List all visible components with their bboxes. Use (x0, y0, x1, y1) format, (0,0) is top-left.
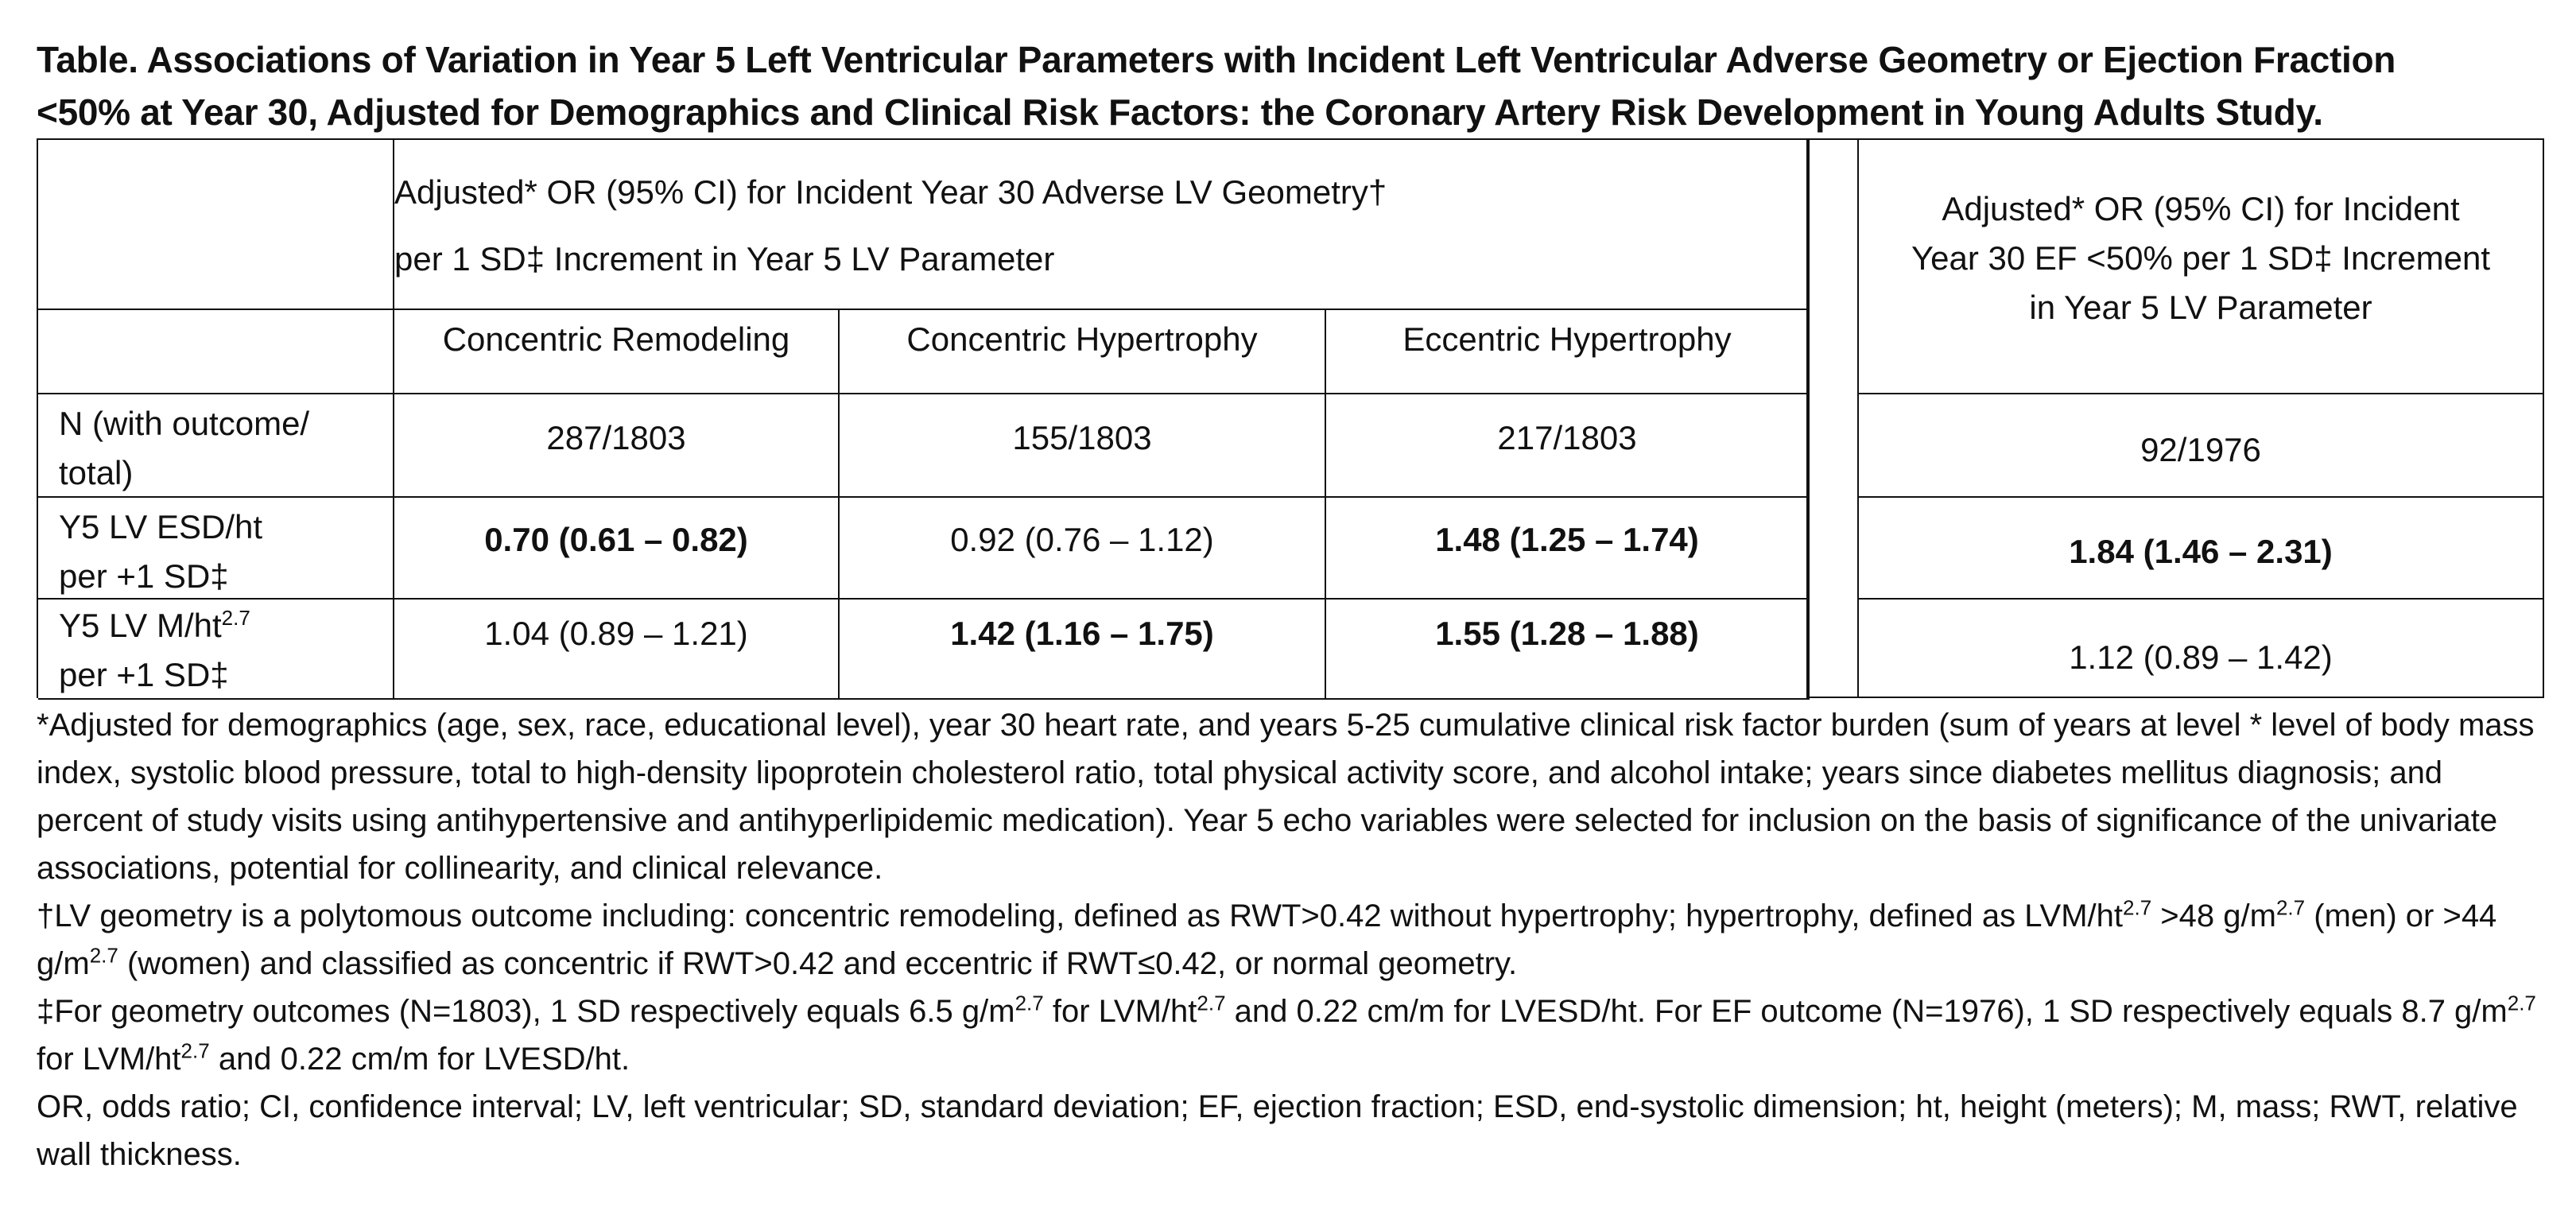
empty-header-cell (38, 140, 394, 310)
spacer-column (1806, 138, 1859, 698)
footnote-sup: 2.7 (2507, 991, 2536, 1015)
ef-header (1859, 140, 2543, 394)
ef-header-line-1: Adjusted* OR (95% CI) for Incident (1942, 190, 2460, 227)
cell-esd-eccentric-hypertrophy: 1.48 (1.25 – 1.74) (1326, 498, 1810, 600)
row-label-mass-sup: 2.7 (221, 606, 250, 630)
col-header-concentric-remodeling: Concentric Remodeling (394, 310, 840, 394)
table-title (37, 33, 2549, 138)
cell-esd-concentric-hypertrophy: 0.92 (0.76 – 1.12) (840, 498, 1326, 600)
cell-mass-concentric-hypertrophy: 1.42 (1.16 – 1.75) (840, 600, 1326, 700)
footnote-abbreviations: OR, odds ratio; CI, confidence interval; LV, left ventricular; SD, standard deviation; EF, ejection fraction; ESD, end-systolic dimension; ht, height (meters); M, mass; RWT, relative wall thickness. (37, 1089, 2518, 1172)
cell-n-concentric-remodeling: 287/1803 (394, 394, 840, 498)
col-header-eccentric-hypertrophy: Eccentric Hypertrophy (1326, 310, 1810, 394)
row-label-esd-line-2: per +1 SD‡ (59, 557, 229, 595)
footnote-ddagger-part-c: and 0.22 cm/m for LVESD/ht. For EF outcome (N=1976), 1 SD respectively equals 8.7 g/m (1225, 994, 2508, 1029)
cell-mass-eccentric-hypertrophy: 1.55 (1.28 – 1.88) (1326, 600, 1810, 700)
row-label-mass-line-2: per +1 SD‡ (59, 656, 229, 693)
row-label-mass-line-1 (59, 601, 250, 650)
footnote-dagger (37, 892, 2549, 988)
ef-header-line-2: Year 30 EF <50% per 1 SD‡ Increment (1911, 239, 2491, 277)
footnote-sup: 2.7 (89, 943, 118, 968)
results-table (37, 138, 2544, 698)
footnote-sup: 2.7 (2275, 895, 2306, 920)
geometry-group-header-line-1: Adjusted* OR (95% CI) for Incident Year 30 Adverse LV Geometry† (394, 173, 1387, 211)
cell-mass-ef: 1.12 (0.89 – 1.42) (2069, 638, 2333, 676)
cell-esd-concentric-remodeling: 0.70 (0.61 – 0.82) (394, 498, 840, 600)
row-label-mass (38, 600, 394, 700)
footnote-ddagger-part-b2: for LVM/ht (37, 1042, 181, 1077)
footnote-ddagger-part-a: ‡For geometry outcomes (N=1803), 1 SD respectively equals 6.5 g/m (37, 994, 1015, 1029)
col-header-concentric-hypertrophy: Concentric Hypertrophy (840, 310, 1326, 394)
table-title-line-2: <50% at Year 30, Adjusted for Demographics and Clinical Risk Factors: the Coronary Artery Risk Development in Young Adults Study. (37, 91, 2323, 133)
row-label-n-line-1: N (with outcome/ (59, 405, 310, 442)
footnote-sup: 2.7 (1014, 991, 1044, 1015)
geometry-group-header (394, 140, 1810, 310)
cell-mass-concentric-remodeling: 1.04 (0.89 – 1.21) (394, 600, 840, 700)
empty-subheader-cell (38, 310, 394, 394)
geometry-table-block (37, 138, 1808, 698)
footnote-dagger-part-a: †LV geometry is a polytomous outcome including: concentric remodeling, defined as RWT>0.42 without hypertrophy; hypertrophy, defined as LVM/ht (37, 898, 2124, 933)
row-label-mass-text: Y5 LV M/ht (59, 607, 222, 644)
row-label-n (38, 394, 394, 498)
footnote-adjusted: *Adjusted for demographics (age, sex, race, educational level), year 30 heart rate, and years 5-25 cumulative clinical risk factor burden (sum of years at level * level of body mass index, systolic blood pressure, total to high-density lipoprotein cholesterol ratio, total physical activity score, and alcohol intake; years since diabetes mellitus diagnosis; and percent of study visits using antihypertensive and antihyperlipidemic medication). Year 5 echo variables were selected for inclusion on the basis of significance of the univariate associations, potential for collinearity, and clinical relevance. (37, 708, 2535, 886)
footnote-sup: 2.7 (1197, 991, 1226, 1015)
footnote-ddagger-part-d: and 0.22 cm/m for LVESD/ht. (209, 1042, 630, 1077)
footnote-dagger-part-c: (men) or >44 g/m (37, 898, 2497, 981)
row-label-esd (38, 498, 394, 600)
footnote-sup: 2.7 (2123, 895, 2152, 920)
table-title-line-1: Table. Associations of Variation in Year 5 Left Ventricular Parameters with Incident Left Ventricular Adverse Geometry or Ejection Fraction (37, 39, 2396, 80)
footnote-dagger-part-b: >48 g/m (2151, 898, 2276, 933)
footnote-dagger-part-d: (women) and classified as concentric if RWT>0.42 and eccentric if RWT≤0.42, or normal geometry. (118, 946, 1518, 981)
document-page (37, 33, 2549, 1178)
cell-n-concentric-hypertrophy: 155/1803 (840, 394, 1326, 498)
geometry-group-header-line-2: per 1 SD‡ Increment in Year 5 LV Parameter (394, 240, 1055, 277)
ef-table-block (1857, 138, 2544, 698)
table-footnotes (37, 701, 2549, 1178)
footnote-sup: 2.7 (180, 1038, 210, 1063)
cell-esd-ef: 1.84 (1.46 – 2.31) (1859, 498, 2543, 600)
row-label-n-line-2: total) (59, 454, 134, 491)
cell-n-eccentric-hypertrophy: 217/1803 (1326, 394, 1810, 498)
ef-header-line-3: in Year 5 LV Parameter (2029, 289, 2372, 326)
cell-n-ef: 92/1976 (1859, 394, 2543, 498)
footnote-ddagger-part-b: for LVM/ht (1043, 994, 1197, 1029)
footnote-double-dagger (37, 988, 2549, 1083)
row-label-esd-line-1: Y5 LV ESD/ht (59, 508, 263, 545)
